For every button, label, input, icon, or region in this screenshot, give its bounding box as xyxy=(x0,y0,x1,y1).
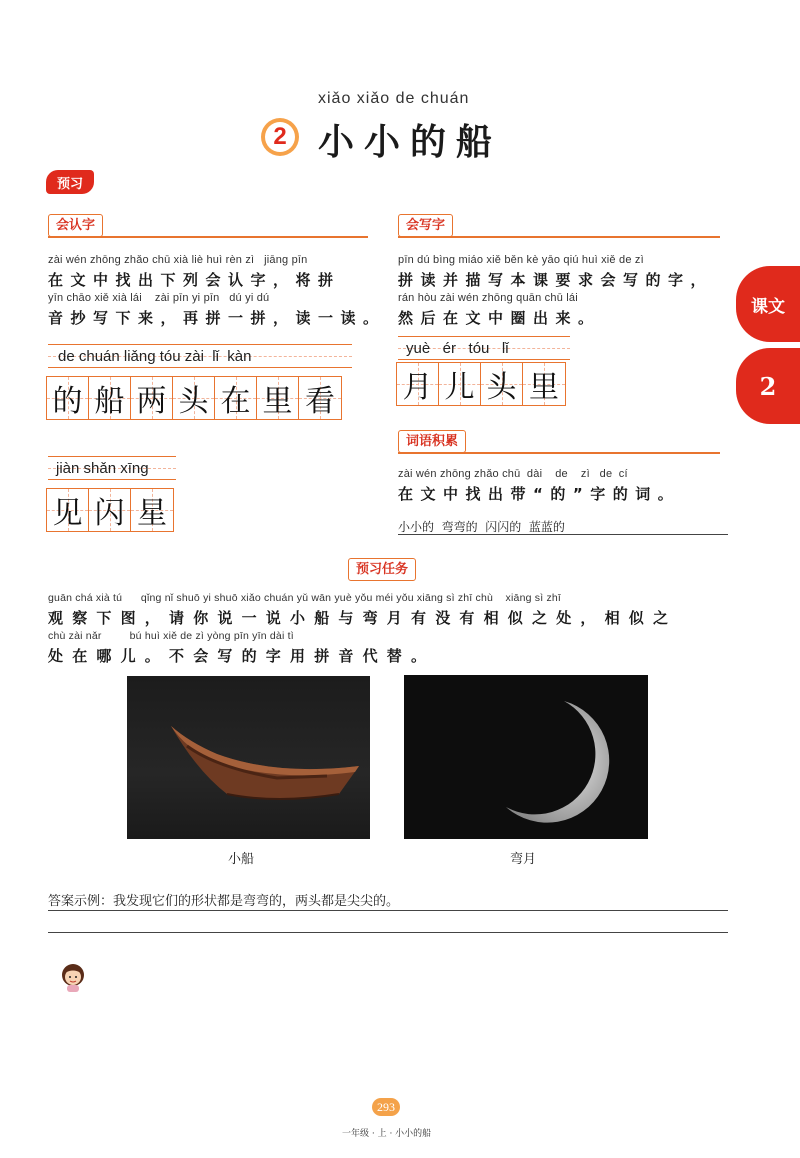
side-tab-number-text: 2 xyxy=(759,371,777,401)
char: 在 xyxy=(220,384,251,419)
girl-avatar xyxy=(60,962,86,992)
lesson-title: 小小的船 xyxy=(318,121,503,163)
ciyu-instruction: 在文中找出带“的”字的词。 xyxy=(398,485,681,503)
char-cell xyxy=(523,363,565,405)
char: 头 xyxy=(486,370,517,405)
task-tag: 预习任务 xyxy=(348,558,416,581)
ciyu-answer: 小小的 弯弯的 闪闪的 蓝蓝的 xyxy=(398,520,565,534)
girl-icon xyxy=(60,962,86,992)
char-cell xyxy=(481,363,523,405)
char-cell xyxy=(439,363,481,405)
char-cell xyxy=(47,489,89,531)
huixiezi-instruction-2: 然后在文中圈出来。 xyxy=(398,309,601,327)
char: 月 xyxy=(402,370,433,405)
task-answer-line-1 xyxy=(48,890,728,911)
huixiezi-instruction-pinyin-2: rán hòu zài wén zhōng quān chū lái xyxy=(398,292,578,304)
huixiezi-tag: 会写字 xyxy=(398,214,453,237)
char-cell xyxy=(89,377,131,419)
char: 闪 xyxy=(94,496,125,531)
boat-photo xyxy=(127,676,370,839)
huirenzi-instruction-pinyin-2: yīn chāo xiě xià lái zài pīn yi pīn dú yi dú xyxy=(48,292,270,304)
huirenzi-instruction-pinyin-1: zài wén zhōng zhǎo chū xià liè huì rèn zì jiāng pīn xyxy=(48,254,308,266)
huixiezi-instruction-pinyin-1: pīn dú bìng miáo xiě běn kè yāo qiú huì xiě de zì xyxy=(398,254,644,266)
task-text-2: 处在哪儿。不会写的字用拼音代替。 xyxy=(48,647,436,665)
task-pinyin-2: chù zài nǎr bú huì xiě de zì yòng pīn yīn dài tì xyxy=(48,630,294,642)
char-cell xyxy=(173,377,215,419)
huirenzi-pinyin-row-1-text: de chuán liǎng tóu zài lǐ kàn xyxy=(58,348,252,365)
char-cell xyxy=(299,377,341,419)
char: 见 xyxy=(52,496,83,531)
huirenzi-pinyin-row-1 xyxy=(48,344,352,368)
huirenzi-underline xyxy=(48,236,368,238)
char: 船 xyxy=(94,384,125,419)
char: 星 xyxy=(137,496,167,531)
task-pinyin-1: guān chá xià tú qǐng nǐ shuō yi shuō xiǎo chuán yǔ wān yuè yǒu méi yǒu xiāng sì zhī chù xiāng sì zhī xyxy=(48,592,562,604)
char: 里 xyxy=(529,370,559,405)
char-cell xyxy=(131,377,173,419)
huixiezi-pinyin-row xyxy=(398,336,570,360)
crescent-moon-icon xyxy=(404,675,648,839)
title-pinyin: xiǎo xiǎo de chuán xyxy=(318,90,470,107)
char: 儿 xyxy=(444,370,475,405)
char: 的 xyxy=(52,384,83,419)
huixiezi-instruction-1: 拼读并描写本课要求会写的字， xyxy=(398,271,714,289)
huirenzi-instruction-2: 音抄写下来，再拼一拼，读一读。 xyxy=(48,309,386,327)
moon-photo xyxy=(404,675,648,839)
char: 两 xyxy=(136,384,167,419)
huirenzi-char-grid-2 xyxy=(46,488,174,532)
footer-text: 一年级 · 上 · 小小的船 xyxy=(342,1129,432,1139)
char-cell xyxy=(89,489,131,531)
char: 头 xyxy=(178,384,209,419)
huirenzi-instruction-1: 在文中找出下列会认字，将拼 xyxy=(48,271,341,289)
char-cell xyxy=(131,489,173,531)
side-tab-label xyxy=(736,266,800,342)
preview-tag-label: 预习 xyxy=(56,176,83,192)
ciyu-tag: 词语积累 xyxy=(398,430,466,453)
huirenzi-char-grid-1 xyxy=(46,376,342,420)
lesson-number-badge xyxy=(261,118,299,156)
char-cell xyxy=(215,377,257,419)
char-cell xyxy=(257,377,299,419)
page-number: 293 xyxy=(377,1099,395,1114)
huirenzi-pinyin-row-2-text: jiàn shǎn xīng xyxy=(56,460,149,477)
side-tab-label-text: 课文 xyxy=(751,296,785,317)
boat-caption: 小船 xyxy=(228,852,255,867)
huixiezi-char-grid xyxy=(396,362,566,406)
preview-tag xyxy=(46,170,94,194)
char: 看 xyxy=(305,384,335,419)
huixiezi-underline xyxy=(398,236,720,238)
huirenzi-tag: 会认字 xyxy=(48,214,103,237)
page-number-badge xyxy=(372,1098,400,1116)
ciyu-instruction-pinyin: zài wén zhōng zhǎo chū dài de zì de cí xyxy=(398,468,628,480)
lesson-number: 2 xyxy=(273,123,287,150)
task-answer-line-2 xyxy=(48,918,728,933)
boat-icon xyxy=(127,676,370,839)
char: 里 xyxy=(262,384,293,419)
char-cell xyxy=(47,377,89,419)
huirenzi-pinyin-row-2 xyxy=(48,456,176,480)
ciyu-answer-line xyxy=(398,516,728,535)
side-tab-number xyxy=(736,348,800,424)
task-answer: 答案示例：我发现它们的形状都是弯弯的，两头都是尖尖的。 xyxy=(48,894,400,909)
task-text-1: 观察下图，请你说一说小船与弯月有没有相似之处，相似之 xyxy=(48,609,678,627)
moon-caption: 弯月 xyxy=(510,852,537,867)
char-cell xyxy=(397,363,439,405)
huixiezi-pinyin-row-text: yuè ér tóu lǐ xyxy=(406,340,509,357)
ciyu-underline xyxy=(398,452,720,454)
